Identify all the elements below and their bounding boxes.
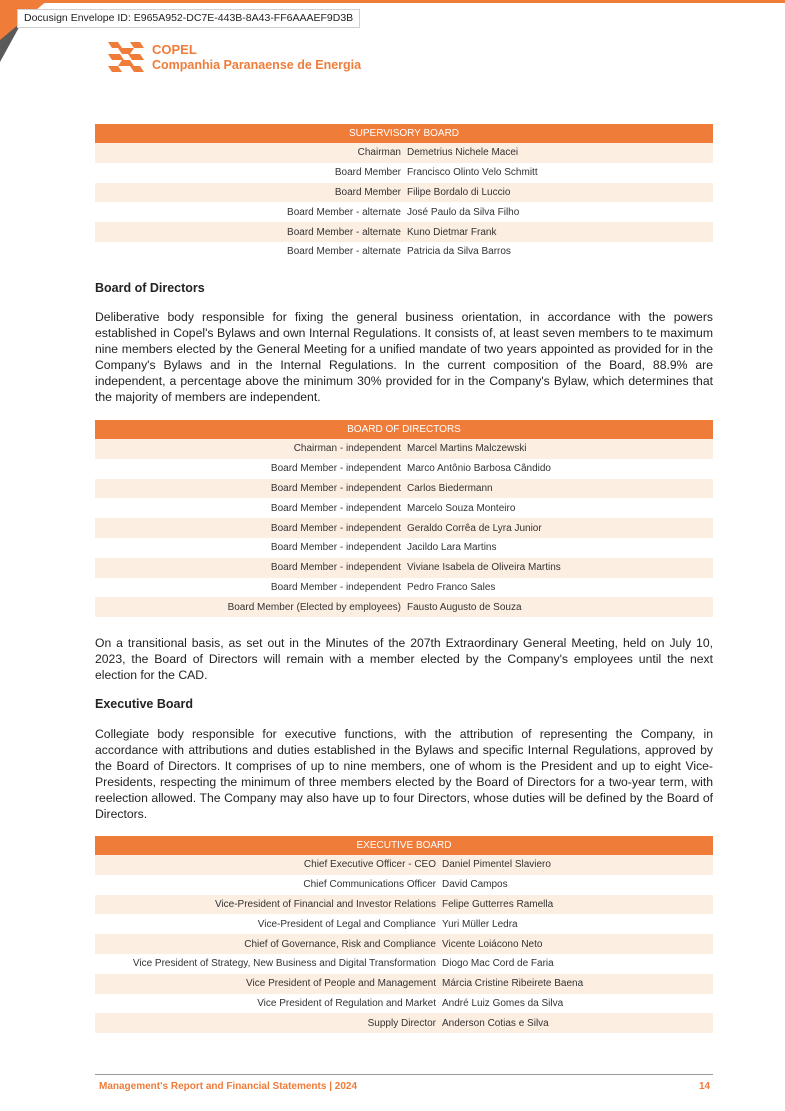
board-of-directors-heading: Board of Directors: [95, 281, 205, 295]
table-row: [95, 479, 713, 499]
table-body: [95, 143, 713, 262]
name-cell: Fausto Augusto de Souza: [407, 601, 522, 613]
name-cell: Marcelo Souza Monteiro: [407, 502, 516, 514]
role-cell: Chief Executive Officer - CEO: [303, 859, 436, 871]
name-cell: Yuri Müller Ledra: [442, 918, 518, 930]
table-row: [95, 578, 713, 598]
board-of-directors-paragraph: Deliberative body responsible for fixing the general business orientation, in accordance with the powers established in Copel's Bylaws and own Internal Regulations. It consists of, at least seven members to te maximum nine members elected by the General Meeting for a unified mandate of two years appointed as provided for in the Company's Bylaws and in the Internal Regulations. In the current composition of the Board, 88.9% are independent, a percentage above the minimum 30% provided for in the Company's Bylaw, which determines that the majority of members are independent.: [95, 310, 713, 404]
board-of-directors-header: BOARD OF DIRECTORS: [95, 420, 713, 439]
name-cell: Diogo Mac Cord de Faria: [442, 958, 554, 970]
role-cell: Chief Communications Officer: [303, 879, 436, 891]
name-cell: Pedro Franco Sales: [407, 581, 496, 593]
table-row: [95, 459, 713, 479]
table-body: [95, 855, 713, 1033]
role-cell: Board Member - alternate: [287, 246, 401, 258]
role-cell: Vice-President of Legal and Compliance: [257, 918, 436, 930]
table-row: [95, 1013, 713, 1033]
supervisory-board-header: SUPERVISORY BOARD: [95, 124, 713, 143]
table-row: [95, 597, 713, 617]
table-row: [95, 439, 713, 459]
role-cell: Board Member - independent: [270, 562, 401, 574]
supervisory-board-table: [95, 124, 713, 262]
table-row: [95, 914, 713, 934]
role-cell: Board Member - independent: [270, 581, 401, 593]
table-row: [95, 183, 713, 203]
executive-board-paragraph: Collegiate body responsible for executive functions, with the attribution of representing the Company, in accordance with attributions and duties established in the Bylaws and specific Internal Regulations, approved by the Board of Directors. It comprises of up to nine members, one of whom is the President and up to eight Vice-Presidents, respecting the minimum of three members elected by the Board of Directors for a two-year term, with reelection allowed. The Company may also have up to four Directors, whose duties will be defined by the Board of Directors.: [95, 727, 713, 821]
top-accent-line: [0, 0, 785, 3]
table-row: [95, 895, 713, 915]
name-cell: Filipe Bordalo di Luccio: [407, 186, 511, 198]
role-cell: Board Member - alternate: [287, 226, 401, 238]
brand-full-name: Companhia Paranaense de Energia: [152, 58, 362, 72]
role-cell: Board Member: [334, 186, 401, 198]
table-row: [95, 518, 713, 538]
name-cell: David Campos: [442, 879, 508, 891]
role-cell: Vice President of Strategy, New Business and Digital Transformation: [132, 958, 436, 970]
copel-logo-icon: [106, 40, 146, 74]
table-body: [95, 439, 713, 617]
name-cell: Marco Antônio Barbosa Cândido: [407, 463, 551, 475]
table-row: [95, 242, 713, 262]
name-cell: Vicente Loiácono Neto: [442, 938, 543, 950]
table-row: [95, 855, 713, 875]
name-cell: Jacildo Lara Martins: [407, 542, 497, 554]
role-cell: Board Member - independent: [270, 522, 401, 534]
executive-board-heading: Executive Board: [95, 697, 193, 711]
name-cell: Francisco Olinto Velo Schmitt: [407, 167, 538, 179]
table-row: [95, 143, 713, 163]
name-cell: Daniel Pimentel Slaviero: [442, 859, 551, 871]
footer-divider: [95, 1074, 713, 1075]
name-cell: André Luiz Gomes da Silva: [442, 997, 564, 1009]
role-cell: Supply Director: [367, 1017, 436, 1029]
board-of-directors-table: [95, 420, 713, 617]
table-row: [95, 163, 713, 183]
brand-name: COPEL: [152, 42, 197, 57]
table-row: [95, 202, 713, 222]
page-number: 14: [699, 1081, 711, 1092]
table-row: [95, 498, 713, 518]
role-cell: Board Member - independent: [270, 482, 401, 494]
role-cell: Vice President of Regulation and Market: [257, 997, 436, 1009]
name-cell: Marcel Martins Malczewski: [407, 443, 527, 455]
role-cell: Chairman - independent: [293, 443, 401, 455]
table-row: [95, 538, 713, 558]
role-cell: Vice President of People and Management: [246, 978, 436, 990]
name-cell: Márcia Cristine Ribeirete Baena: [442, 978, 584, 990]
role-cell: Vice-President of Financial and Investor Relations: [214, 898, 436, 910]
table-row: [95, 934, 713, 954]
role-cell: Board Member - independent: [270, 502, 401, 514]
executive-board-table: [95, 836, 713, 1033]
footer-title: Management's Report and Financial Statements | 2024: [99, 1081, 358, 1092]
name-cell: Viviane Isabela de Oliveira Martins: [407, 562, 561, 574]
table-row: [95, 222, 713, 242]
name-cell: Anderson Cotias e Silva: [442, 1017, 549, 1029]
table-row: [95, 875, 713, 895]
executive-board-header: EXECUTIVE BOARD: [95, 836, 713, 855]
role-cell: Board Member: [334, 167, 401, 179]
name-cell: Carlos Biedermann: [407, 482, 493, 494]
name-cell: José Paulo da Silva Filho: [407, 206, 520, 218]
name-cell: Kuno Dietmar Frank: [407, 226, 497, 238]
table-row: [95, 558, 713, 578]
role-cell: Chief of Governance, Risk and Compliance: [244, 938, 436, 950]
table-row: [95, 974, 713, 994]
role-cell: Chairman: [357, 147, 401, 159]
table-row: [95, 994, 713, 1014]
docusign-envelope-id: Docusign Envelope ID: E965A952-DC7E-443B-8A43-FF6AAAEF9D3B: [17, 9, 360, 28]
role-cell: Board Member (Elected by employees): [227, 601, 401, 613]
name-cell: Demetrius Nichele Macei: [407, 147, 519, 159]
name-cell: Geraldo Corrêa de Lyra Junior: [407, 522, 542, 534]
role-cell: Board Member - independent: [270, 542, 401, 554]
table-row: [95, 954, 713, 974]
role-cell: Board Member - independent: [270, 463, 401, 475]
name-cell: Felipe Gutterres Ramella: [442, 898, 554, 910]
role-cell: Board Member - alternate: [287, 206, 401, 218]
name-cell: Patricia da Silva Barros: [407, 246, 511, 258]
transitional-note-paragraph: On a transitional basis, as set out in the Minutes of the 207th Extraordinary General Meeting, held on July 10, 2023, the Board of Directors will remain with a member elected by the Company's employees until the next election for the CAD.: [95, 636, 713, 682]
